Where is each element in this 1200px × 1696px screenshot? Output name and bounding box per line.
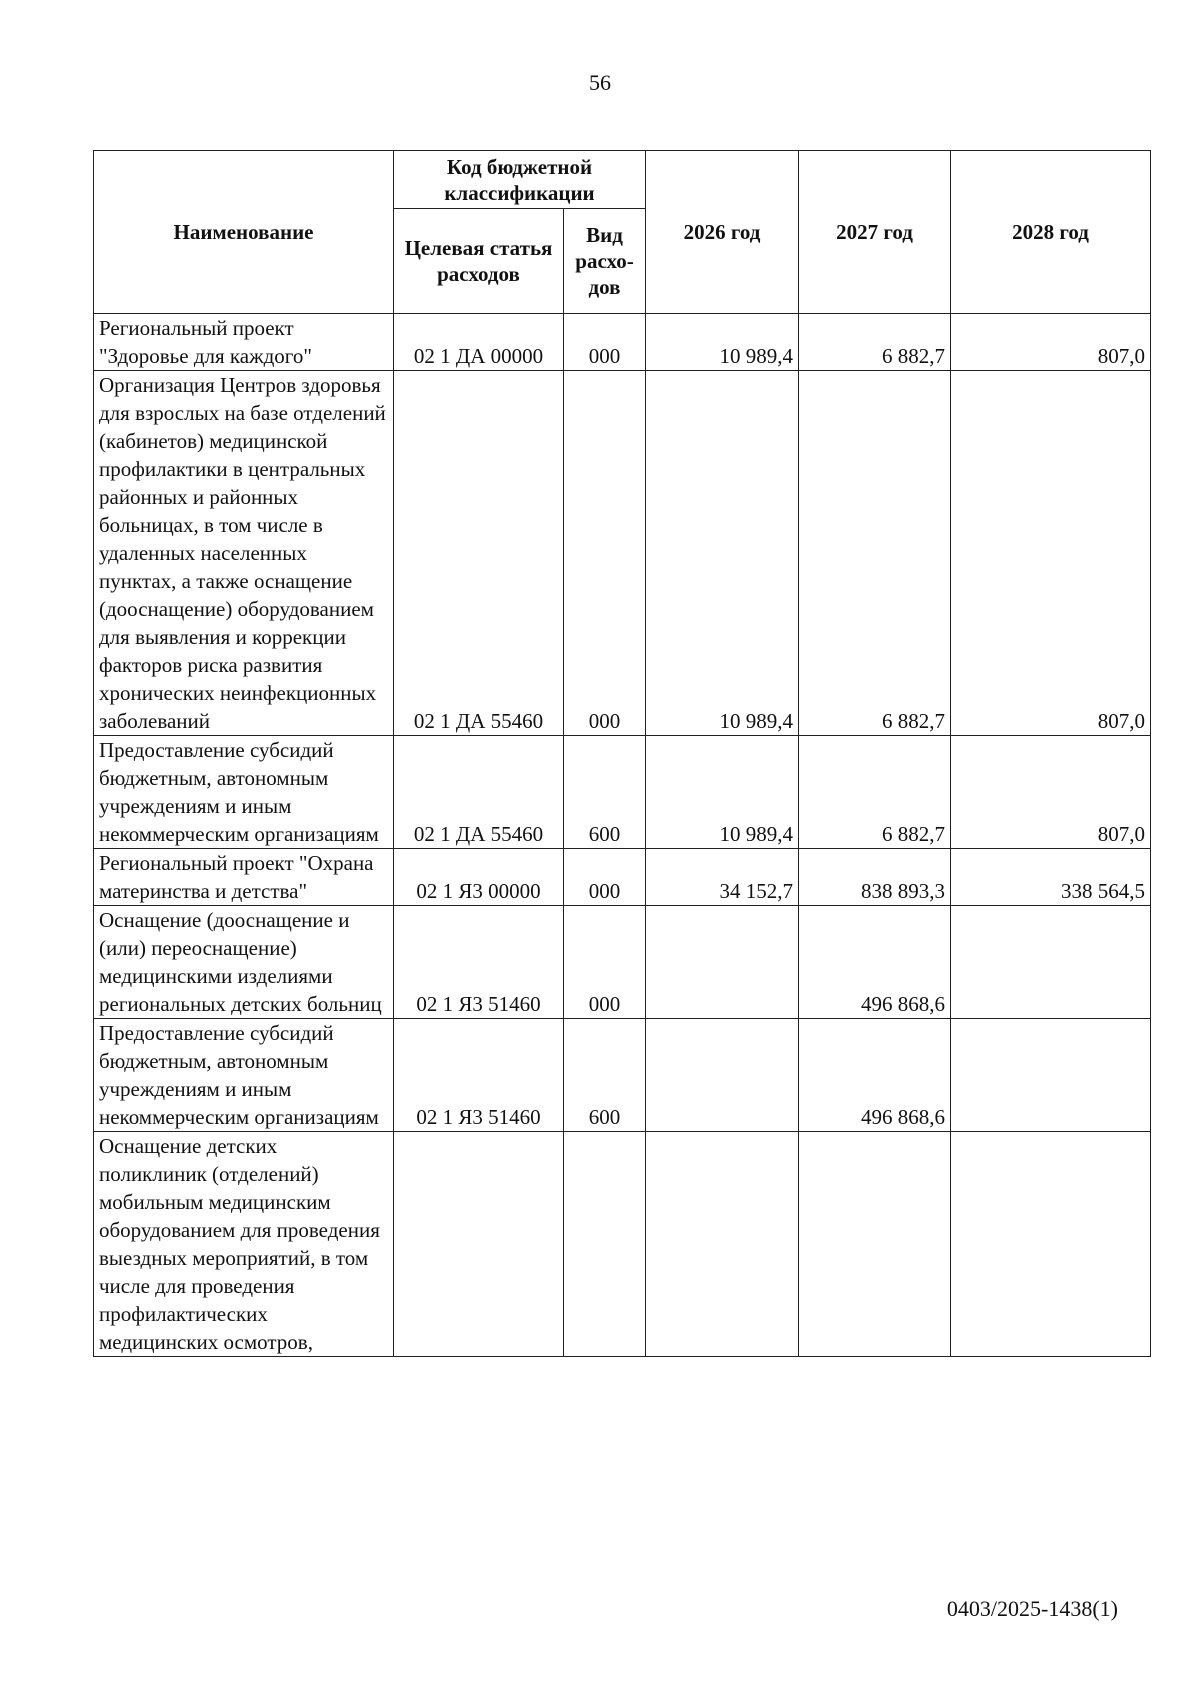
row-value-2026: 10 989,4 — [646, 736, 799, 849]
row-value-2028: 338 564,5 — [951, 849, 1151, 906]
row-kind-code: 000 — [564, 314, 646, 371]
row-value-2027: 6 882,7 — [799, 314, 951, 371]
header-2028: 2028 год — [951, 151, 1151, 314]
header-2026: 2026 год — [646, 151, 799, 314]
row-kind-code: 000 — [564, 371, 646, 736]
row-value-2027 — [799, 1132, 951, 1357]
row-target-code: 02 1 Я3 51460 — [394, 1019, 564, 1132]
row-value-2026 — [646, 1019, 799, 1132]
row-name: Предоставление субсидий бюджетным, автономным учреждениям и иным некоммерческим организациям — [94, 736, 394, 849]
row-name: Предоставление субсидий бюджетным, автономным учреждениям и иным некоммерческим организациям — [94, 1019, 394, 1132]
row-value-2027: 496 868,6 — [799, 1019, 951, 1132]
header-target: Целевая статья расходов — [394, 209, 564, 314]
row-target-code: 02 1 ДА 55460 — [394, 736, 564, 849]
row-value-2026: 10 989,4 — [646, 314, 799, 371]
row-value-2027: 496 868,6 — [799, 906, 951, 1019]
row-value-2026: 34 152,7 — [646, 849, 799, 906]
table-row — [94, 736, 1151, 849]
row-value-2026: 10 989,4 — [646, 371, 799, 736]
row-value-2027: 838 893,3 — [799, 849, 951, 906]
table-body — [94, 314, 1151, 1357]
document-id: 0403/2025-1438(1) — [946, 1596, 1118, 1621]
row-value-2028: 807,0 — [951, 314, 1151, 371]
row-name: Оснащение детских поликлиник (отделений) мобильным медицинским оборудованием для проведения выездных мероприятий, в том числе для проведения профилактических медицинских осмотров, — [94, 1132, 394, 1357]
row-value-2028 — [951, 1132, 1151, 1357]
row-value-2027: 6 882,7 — [799, 371, 951, 736]
row-target-code: 02 1 Я3 00000 — [394, 849, 564, 906]
table-row — [94, 1019, 1151, 1132]
row-target-code: 02 1 ДА 00000 — [394, 314, 564, 371]
header-2027: 2027 год — [799, 151, 951, 314]
table-row — [94, 906, 1151, 1019]
row-kind-code: 000 — [564, 906, 646, 1019]
row-name: Региональный проект "Здоровье для каждого" — [94, 314, 394, 371]
row-name: Региональный проект "Охрана материнства и детства" — [94, 849, 394, 906]
header-kind: Вид расхо-дов — [564, 209, 646, 314]
row-kind-code: 600 — [564, 1019, 646, 1132]
row-value-2028: 807,0 — [951, 371, 1151, 736]
table-row — [94, 849, 1151, 906]
row-target-code: 02 1 ДА 55460 — [394, 371, 564, 736]
row-value-2026 — [646, 1132, 799, 1357]
budget-table — [93, 150, 1151, 1357]
row-kind-code: 000 — [564, 849, 646, 906]
row-name: Организация Центров здоровья для взрослых на базе отделений (кабинетов) медицинской профилактики в центральных районных и районных больницах, в том числе в удаленных населенных пунктах, а также оснащение (дооснащение) оборудованием для выявления и коррекции факторов риска развития хронических неинфекционных заболеваний — [94, 371, 394, 736]
page-number: 56 — [589, 70, 611, 95]
table-row — [94, 314, 1151, 371]
row-value-2028: 807,0 — [951, 736, 1151, 849]
header-name: Наименование — [94, 151, 394, 314]
row-target-code: 02 1 Я3 51460 — [394, 906, 564, 1019]
row-target-code — [394, 1132, 564, 1357]
row-value-2027: 6 882,7 — [799, 736, 951, 849]
row-value-2028 — [951, 906, 1151, 1019]
row-kind-code — [564, 1132, 646, 1357]
table-row — [94, 371, 1151, 736]
header-code-group: Код бюджетной классификации — [394, 151, 646, 209]
row-kind-code: 600 — [564, 736, 646, 849]
row-value-2028 — [951, 1019, 1151, 1132]
row-name: Оснащение (дооснащение и (или) переоснащение) медицинскими изделиями региональных детских больниц — [94, 906, 394, 1019]
table-row — [94, 1132, 1151, 1357]
row-value-2026 — [646, 906, 799, 1019]
